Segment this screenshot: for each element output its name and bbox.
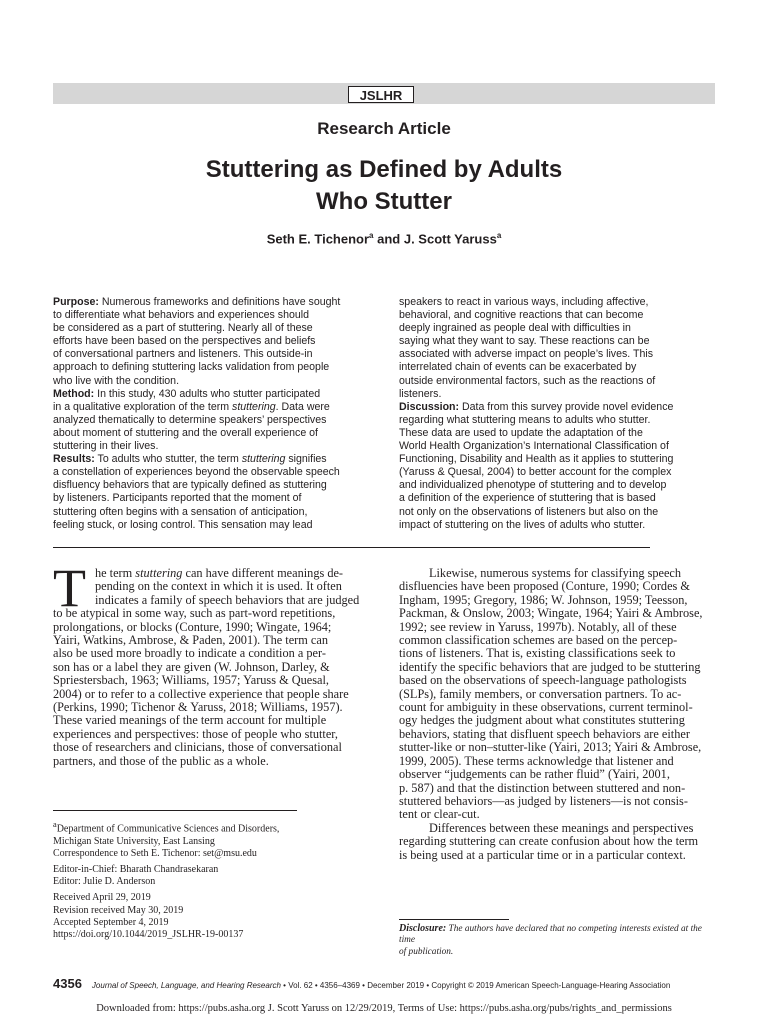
body-line: These varied meanings of the term account for multiple — [53, 713, 327, 728]
body-line: Ingham, 1995; Gregory, 1986; W. Johnson, 1959; Teesson, — [399, 592, 688, 607]
footnote-divider — [53, 810, 297, 811]
abstract-text: These data are used to update the adaptation of the — [399, 426, 643, 439]
abstract-text: about moment of stuttering and the overall experience of — [53, 426, 319, 439]
body-line: experiences and perspectives: those of people who stutter, — [53, 726, 338, 741]
disclosure — [399, 923, 719, 958]
affiliation-text: Department of Communicative Sciences and Disorders, — [56, 823, 280, 835]
abstract-text: by listeners. Participants reported that the moment of — [53, 492, 302, 505]
abstract-text: Data from this survey provide novel evidence — [459, 400, 674, 413]
article-type: Research Article — [317, 119, 451, 138]
abstract-line — [53, 466, 373, 479]
body-line: pending on the context in which it is used. It often — [95, 579, 342, 594]
abstract-line — [399, 322, 719, 335]
disclosure-text: The authors have declared that no competing interests existed at the time — [399, 924, 702, 946]
drop-cap: T — [53, 558, 86, 618]
abstract-line — [399, 479, 719, 492]
abstract-text: approach to defining stuttering lacks validation from people — [53, 361, 330, 374]
abstract-line — [399, 427, 719, 440]
author-name: Seth E. Tichenor — [266, 231, 370, 247]
body-line: identify the specific behaviors that are judged to be stuttering — [399, 659, 701, 674]
download-notice: Downloaded from: https://pubs.asha.org J. Scott Yaruss on 12/29/2019, Terms of Use: https://pubs.asha.org/pubs/rights_and_permissions — [96, 1003, 672, 1014]
body-line: 1992; see review in Yaruss, 1997b). Notably, all of these — [399, 619, 677, 634]
page-footer — [53, 976, 723, 991]
abstract-line — [53, 519, 373, 532]
abstract-text: stuttering in their lives. — [53, 440, 159, 453]
title-line: Who Stutter — [316, 188, 452, 215]
body-line: is being used at a particular time or in a particular context. — [399, 847, 686, 862]
body-line: regarding stuttering can create confusion about how the term — [399, 834, 699, 849]
abstract-text: analyzed thematically to determine speakers’ perspectives — [53, 413, 327, 426]
abstract-text: a definition of the experience of stuttering that is based — [399, 492, 656, 505]
abstract-line — [399, 466, 719, 479]
abstract-text: Numerous frameworks and definitions have sought — [98, 296, 341, 308]
abstract-line — [53, 427, 373, 440]
abstract-line — [53, 479, 373, 492]
abstract-text: a constellation of experiences beyond the observable speech — [53, 466, 340, 479]
body-line: ogy hedges the judgment about what constitutes stuttering — [399, 713, 685, 728]
body-line: stuttered behaviors—as judged by listeners—is not consis- — [399, 793, 688, 808]
abstract-line — [399, 414, 719, 427]
abstract-text: and individualized phenotype of stuttering and to develop — [399, 479, 667, 492]
abstract-text: to differentiate what behaviors and experiences should — [53, 309, 309, 322]
body-right-column — [399, 567, 729, 862]
abstract-line — [399, 296, 719, 309]
abstract-left-column — [53, 296, 373, 532]
abstract-line — [399, 335, 719, 348]
abstract-line — [399, 492, 719, 505]
abstract-text: stuttering often begins with a sensation of anticipation, — [53, 505, 308, 518]
abstract-line — [399, 440, 719, 453]
footnote-revision: Revision received May 30, 2019 — [53, 904, 184, 916]
abstract-text: listeners. — [399, 387, 442, 400]
author-name: J. Scott Yaruss — [403, 231, 497, 247]
title-line: Stuttering as Defined by Adults — [205, 156, 563, 183]
body-line: based on the observations of speech-language pathologists — [399, 673, 687, 688]
author-join: and — [373, 231, 404, 247]
abstract-line — [53, 440, 373, 453]
body-line: tions of listeners. That is, existing classifications seek to — [399, 646, 676, 661]
body-line: tent or clear-cut. — [399, 807, 480, 822]
body-line: behaviors, stating that disfluent speech behaviors are either — [399, 726, 690, 741]
abstract-text: associated with adverse impact on people’s lives. This — [399, 348, 653, 361]
abstract-line — [399, 361, 719, 374]
abstract-line — [53, 322, 373, 335]
abstract-text: of conversational partners and listeners. This outside-in — [53, 348, 313, 361]
abstract-line — [53, 401, 373, 414]
author-affiliation-mark: a — [369, 231, 374, 240]
abstract-line — [399, 375, 719, 388]
body-line: he term stuttering can have different meanings de- — [95, 566, 344, 580]
abstract-text: be considered as a part of stuttering. Nearly all of these — [53, 322, 313, 335]
abstract-text: impact of stuttering on the lives of adults who stutter. — [399, 518, 646, 531]
abstract-line — [53, 296, 373, 309]
body-line: observer “judgements can be rather fluid” (Yairi, 2001, — [399, 767, 670, 782]
abstract-line — [53, 506, 373, 519]
body-line: Differences between these meanings and perspectives — [429, 820, 694, 835]
body-line: also be used more broadly to indicate a condition a per- — [53, 646, 326, 661]
body-line: (Perkins, 1990; Tichenor & Yaruss, 2018; Williams, 1957). — [53, 700, 343, 715]
body-line: disfluencies have been proposed (Conture, 1990; Cordes & — [399, 579, 690, 594]
footnote-correspondence: Correspondence to Seth E. Tichenor: set@msu.edu — [53, 847, 257, 859]
journal-name: Journal of Speech, Language, and Hearing Research — [91, 981, 281, 990]
abstract-text: feeling stuck, or losing control. This sensation may lead — [53, 518, 313, 531]
body-line: prolongations, or blocks (Conture, 1990; Wingate, 1964; — [53, 619, 332, 634]
abstract-line — [53, 414, 373, 427]
page-number: 4356 — [53, 976, 82, 991]
abstract-line — [399, 506, 719, 519]
abstract-text: saying what they want to say. These reactions can be — [399, 335, 650, 348]
abstract-line — [53, 348, 373, 361]
body-line: son has or a label they are given (W. Johnson, Darley, & — [53, 659, 330, 674]
abstract-line — [399, 388, 719, 401]
abstract-text: outside environmental factors, such as the reactions of — [399, 374, 656, 387]
disclosure-divider — [399, 919, 509, 920]
abstract-text: in a qualitative exploration of the term stuttering. Data were — [53, 400, 330, 413]
abstract-section-label: Purpose: — [53, 296, 99, 308]
body-line: (SLPs), family members, or conversation partners. To ac- — [399, 686, 682, 701]
footnote-received: Received April 29, 2019 — [53, 892, 151, 904]
journal-tag: JSLHR — [348, 86, 414, 103]
body-line: Yairi, Watkins, Ambrose, & Paden, 2001). The term can — [53, 633, 328, 648]
body-line: 2004) or to refer to a collective experience that people share — [53, 686, 349, 701]
abstract-text: behavioral, and cognitive reactions that can become — [399, 309, 644, 322]
abstract-section-label: Discussion: — [399, 400, 460, 413]
abstract-text: World Health Organization’s International Classification of — [399, 440, 669, 453]
body-line: 1999, 2005). These terms acknowledge that listener and — [399, 753, 674, 768]
abstract-text: deeply ingrained as people deal with difficulties in — [399, 322, 631, 335]
body-line: to be atypical in some way, such as part-word repetitions, — [53, 606, 336, 621]
abstract-text: disfluency behaviors that are typically defined as stuttering — [53, 479, 327, 492]
affiliation-mark: a — [53, 820, 57, 829]
abstract-text: efforts have been based on the perspectives and beliefs — [53, 335, 316, 348]
abstract-text: To adults who stutter, the term stuttering signifies — [94, 453, 327, 466]
footnote-accepted: Accepted September 4, 2019 — [53, 916, 169, 928]
body-line: partners, and those of the public as a whole. — [53, 753, 269, 768]
abstract-line — [53, 361, 373, 374]
abstract-text: In this study, 430 adults who stutter participated — [94, 387, 321, 400]
body-line: those of researchers and clinicians, those of conversational — [53, 740, 342, 755]
abstract-line — [399, 519, 719, 532]
footnotes — [53, 819, 383, 941]
journal-info: • Vol. 62 • 4356–4369 • December 2019 • Copyright © 2019 American Speech-Language-Hearing Association — [280, 981, 671, 990]
body-line: indicates a family of speech behaviors that are judged — [95, 592, 360, 607]
authors — [0, 231, 768, 246]
footnote-affiliation — [53, 819, 383, 836]
abstract-text: not only on the observations of listeners but also on the — [399, 505, 659, 518]
body-line: common classification schemes are based on the percep- — [399, 633, 678, 648]
abstract-text: who live with the condition. — [53, 374, 180, 387]
disclosure-text-2: of publication. — [399, 946, 454, 957]
abstract-line — [53, 335, 373, 348]
body-line: Packman, & Onslow, 2003; Wingate, 1964; Yairi & Ambrose, — [399, 606, 703, 621]
body-line: Likewise, numerous systems for classifying speech — [429, 566, 682, 580]
abstract-line — [399, 309, 719, 322]
doi-link[interactable]: https://doi.org/10.1044/2019_JSLHR-19-00137 — [53, 928, 244, 940]
abstract-text: interrelated chain of events can be exacerbated by — [399, 361, 637, 374]
author-affiliation-mark: a — [496, 231, 502, 240]
abstract-line — [53, 453, 373, 466]
abstract-text: regarding what stuttering means to adults who stutter. — [399, 413, 651, 426]
abstract-line — [53, 492, 373, 505]
disclosure-label: Disclosure: — [399, 923, 447, 934]
abstract-divider — [53, 547, 650, 548]
abstract-right-column — [399, 296, 719, 532]
abstract-text: speakers to react in various ways, including affective, — [399, 296, 649, 308]
abstract-line — [399, 348, 719, 361]
footnote-editor-in-chief: Editor-in-Chief: Bharath Chandrasekaran — [53, 863, 219, 875]
abstract-line — [399, 453, 719, 466]
footnote-editor: Editor: Julie D. Anderson — [53, 876, 156, 888]
abstract-text: Functioning, Disability and Health as it applies to stuttering — [399, 453, 674, 466]
footnote-affiliation-2: Michigan State University, East Lansing — [53, 835, 215, 847]
abstract-text: (Yaruss & Quesal, 2004) to better account for the complex — [399, 466, 672, 479]
body-left-column — [53, 567, 383, 768]
body-line: p. 587) and that the distinction between stuttered and non- — [399, 780, 686, 795]
abstract-line — [53, 375, 373, 388]
abstract-section-label: Results: — [53, 453, 95, 466]
body-line: stutter-like or non–stutter-like (Yairi, 2013; Yairi & Ambrose, — [399, 740, 702, 755]
abstract-section-label: Method: — [53, 387, 95, 400]
abstract-line — [53, 388, 373, 401]
abstract-line — [399, 401, 719, 414]
body-line: Spriestersbach, 1963; Williams, 1957; Yaruss & Quesal, — [53, 673, 329, 688]
article-title — [0, 154, 768, 218]
body-line: count for ambiguity in these observations, current terminol- — [399, 700, 693, 715]
abstract-line — [53, 309, 373, 322]
